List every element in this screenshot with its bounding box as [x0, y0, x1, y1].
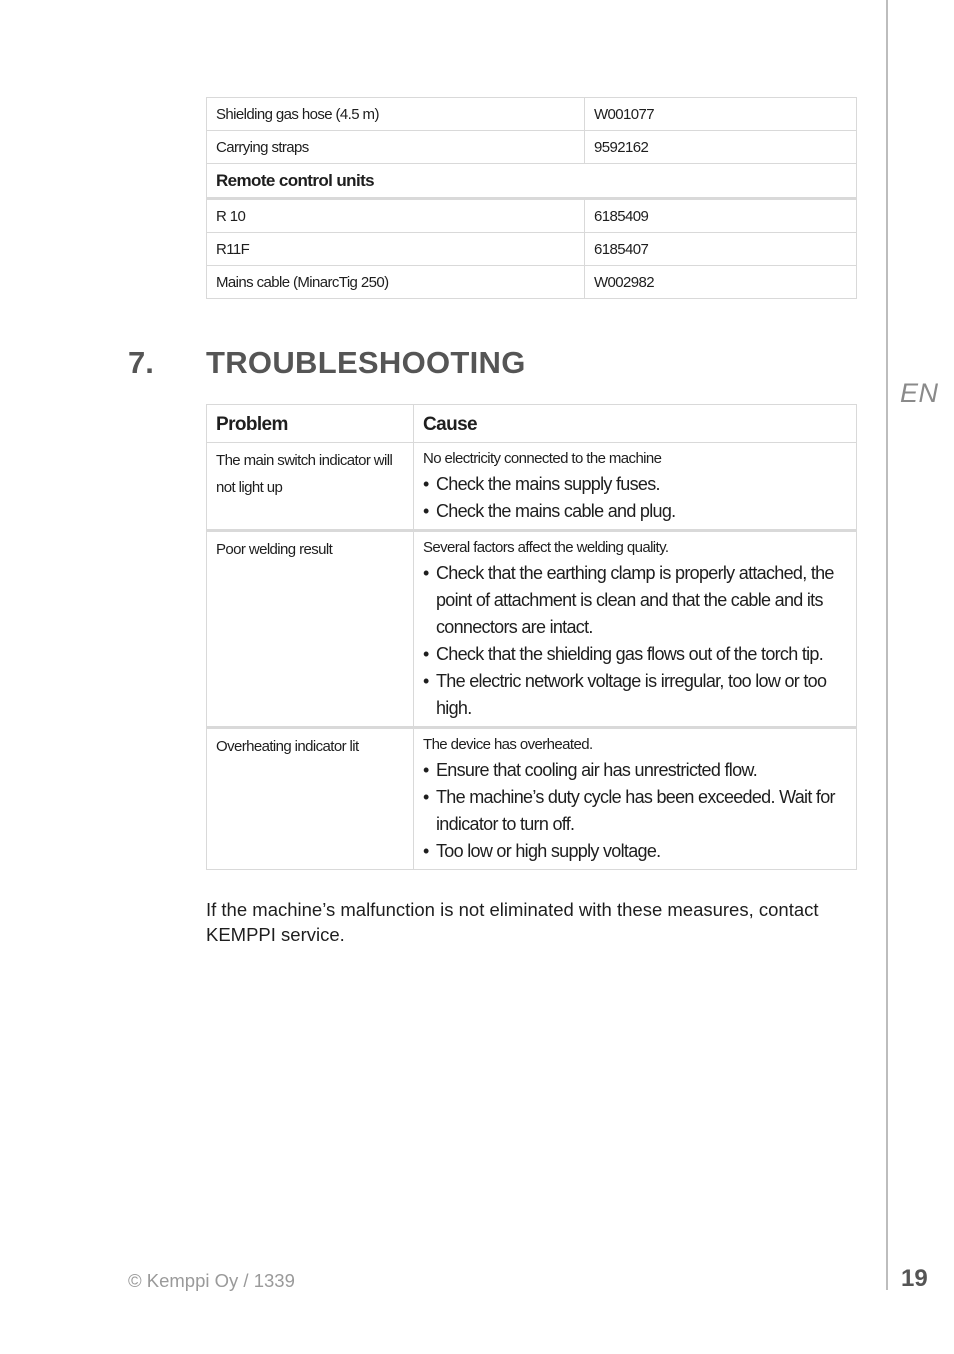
language-tab: EN [900, 378, 939, 408]
part-name: R 10 [207, 199, 585, 233]
header-cause: Cause [414, 405, 857, 443]
section-title-heading: TROUBLESHOOTING [206, 345, 526, 380]
table-header-row [207, 405, 857, 443]
problem-cell: Poor welding result [207, 531, 414, 728]
part-name: R11F [207, 233, 585, 266]
table-row [207, 233, 857, 266]
margin-rule [886, 0, 888, 1290]
cause-cell [414, 443, 857, 531]
part-code: 6185407 [585, 233, 857, 266]
section-title: Remote control units [207, 164, 857, 199]
cause-cell [414, 531, 857, 728]
cause-text: Check the mains supply fuses. [436, 474, 660, 494]
table-row [207, 131, 857, 164]
table-row [207, 443, 857, 531]
table-row [207, 98, 857, 131]
cause-text: Check that the shielding gas flows out of the torch tip. [436, 644, 824, 664]
table-row [207, 199, 857, 233]
part-code: W001077 [585, 98, 857, 131]
copyright-footer: © Kemppi Oy / 1339 [128, 1270, 295, 1291]
header-problem: Problem [207, 405, 414, 443]
cause-list [423, 757, 847, 865]
bullet-icon: • [423, 787, 429, 807]
part-code: W002982 [585, 266, 857, 299]
cause-text: Check that the earthing clamp is properly attached, the point of attachment is clean and that the cable and its connectors are intact. [436, 563, 834, 637]
cause-intro: Several factors affect the welding quality. [423, 539, 669, 556]
cause-list [423, 560, 847, 722]
cause-item [423, 668, 847, 722]
table-row [207, 266, 857, 299]
part-name: Mains cable (MinarcTig 250) [207, 266, 585, 299]
table-row [207, 728, 857, 870]
parts-table [206, 97, 857, 299]
troubleshooting-table [206, 404, 857, 870]
cause-item [423, 784, 847, 838]
problem-cell: The main switch indicator will not light up [207, 443, 414, 531]
cause-item [423, 641, 847, 668]
bullet-icon: • [423, 671, 429, 691]
cause-item [423, 560, 847, 641]
cause-item [423, 471, 847, 498]
page-number: 19 [901, 1265, 928, 1292]
cause-text: Ensure that cooling air has unrestricted flow. [436, 760, 757, 780]
part-code: 6185409 [585, 199, 857, 233]
cause-cell [414, 728, 857, 870]
bullet-icon: • [423, 760, 429, 780]
section-number: 7. [128, 345, 154, 380]
cause-text: The electric network voltage is irregular, too low or too high. [436, 671, 827, 718]
cause-item [423, 757, 847, 784]
cause-item [423, 498, 847, 525]
cause-text: Check the mains cable and plug. [436, 501, 676, 521]
cause-intro: No electricity connected to the machine [423, 450, 662, 467]
cause-text: The machine’s duty cycle has been exceeded. Wait for indicator to turn off. [436, 787, 835, 834]
bullet-icon: • [423, 563, 429, 583]
part-name: Carrying straps [207, 131, 585, 164]
problem-cell: Overheating indicator lit [207, 728, 414, 870]
bullet-icon: • [423, 474, 429, 494]
table-row [207, 531, 857, 728]
cause-intro: The device has overheated. [423, 736, 593, 753]
bullet-icon: • [423, 644, 429, 664]
service-note: If the machine’s malfunction is not eliminated with these measures, contact KEMPPI service. [206, 899, 819, 945]
cause-item [423, 838, 847, 865]
section-row [207, 164, 857, 199]
bullet-icon: • [423, 841, 429, 861]
cause-text: Too low or high supply voltage. [436, 841, 661, 861]
part-code: 9592162 [585, 131, 857, 164]
cause-list [423, 471, 847, 525]
part-name: Shielding gas hose (4.5 m) [207, 98, 585, 131]
bullet-icon: • [423, 501, 429, 521]
